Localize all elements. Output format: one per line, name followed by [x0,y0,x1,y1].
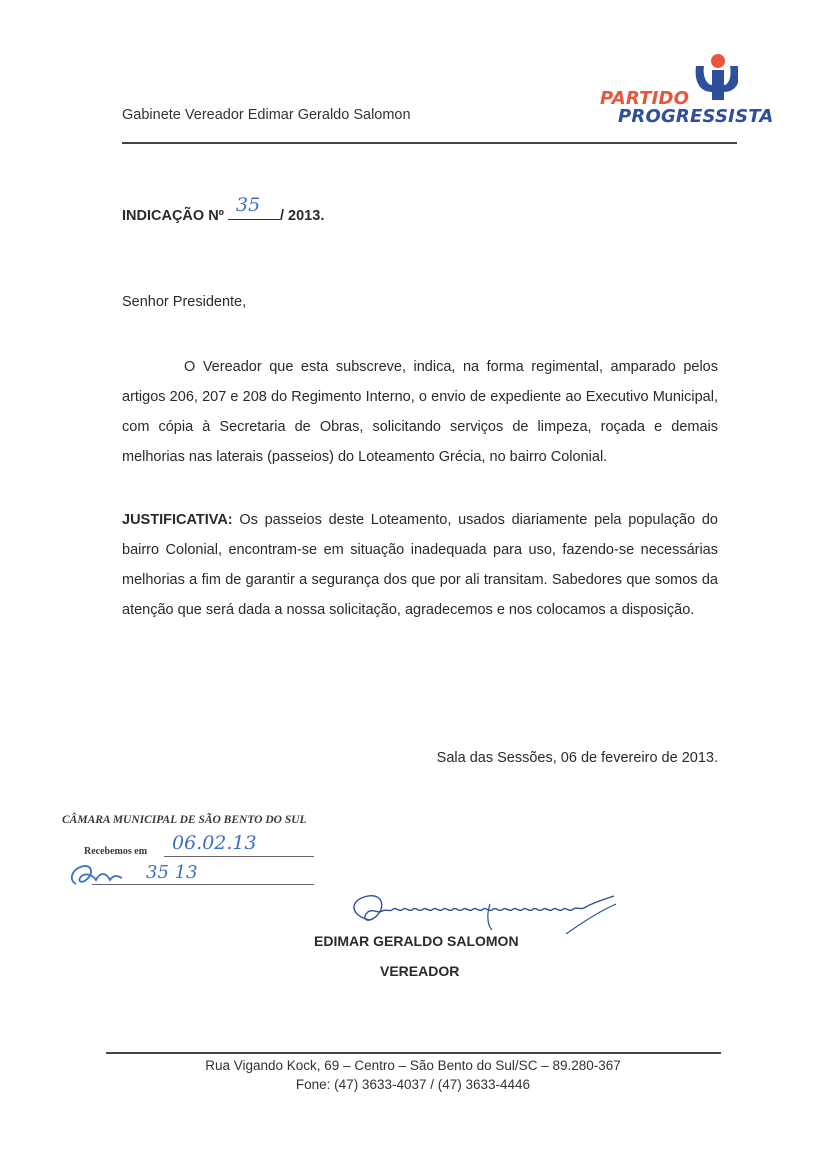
party-logo [596,52,774,132]
salutation: Senhor Presidente, [122,294,247,310]
stamp-protocol-line [92,884,314,885]
signatory-role: VEREADOR [380,963,460,979]
stamp-received-date: 06.02.13 [172,832,257,854]
logo-text-partido: PARTIDO [600,88,690,109]
stamp-date-line [164,856,314,857]
logo-text-progressista: PROGRESSISTA [618,106,774,127]
stamp-title: CÂMARA MUNICIPAL DE SÃO BENTO DO SUL [62,814,307,826]
indicacao-prefix: INDICAÇÃO Nº [122,208,224,224]
indicacao-number-handwritten: 35 [236,194,261,216]
stamp-received-label: Recebemos em [84,846,148,857]
party-emblem-icon [690,52,738,102]
body-paragraph: O Vereador que esta subscreve, indica, na forma regimental, amparado pelos artigos 206, 207 e 208 do Regimento Interno, o envio de expediente ao Executivo Municipal, com cópia à Secretaria de Obras, solicitando serviços de limpeza, roçada e demais melhorias nas laterais (passeios) do Loteamento Grécia, no bairro Colonial. [122,359,718,465]
stamp-protocol-number: 35 13 [146,862,198,883]
indicacao-number-blank [228,194,280,220]
footer-divider [106,1052,721,1054]
justification-paragraph [122,505,718,625]
header-divider [122,142,737,144]
footer-address: Rua Vigando Kock, 69 – Centro – São Bento do Sul/SC – 89.280-367 [205,1058,621,1073]
cabinet-header: Gabinete Vereador Edimar Geraldo Salomon [122,107,411,123]
footer-phone: Fone: (47) 3633-4037 / (47) 3633-4446 [295,1077,531,1092]
justification-label: JUSTIFICATIVA: [122,512,233,528]
signatory-name: EDIMAR GERALDO SALOMON [314,933,519,949]
indicacao-suffix: / 2013. [280,208,325,224]
justification-text: Os passeios deste Loteamento, usados diariamente pela população do bairro Colonial, encontram-se em situação inadequada para uso, fazendo-se necessárias melhorias a fim de garantir a segurança dos que por ali transitam. Sabedores que somos da atenção que será dada a nossa solicitação, agradecemos e nos colocamos a disposição. [122,512,718,618]
stamp-initials-icon [66,860,126,890]
indicacao-title [122,194,325,224]
place-date: Sala das Sessões, 06 de fevereiro de 2013. [436,750,718,766]
receipt-stamp [62,814,307,894]
